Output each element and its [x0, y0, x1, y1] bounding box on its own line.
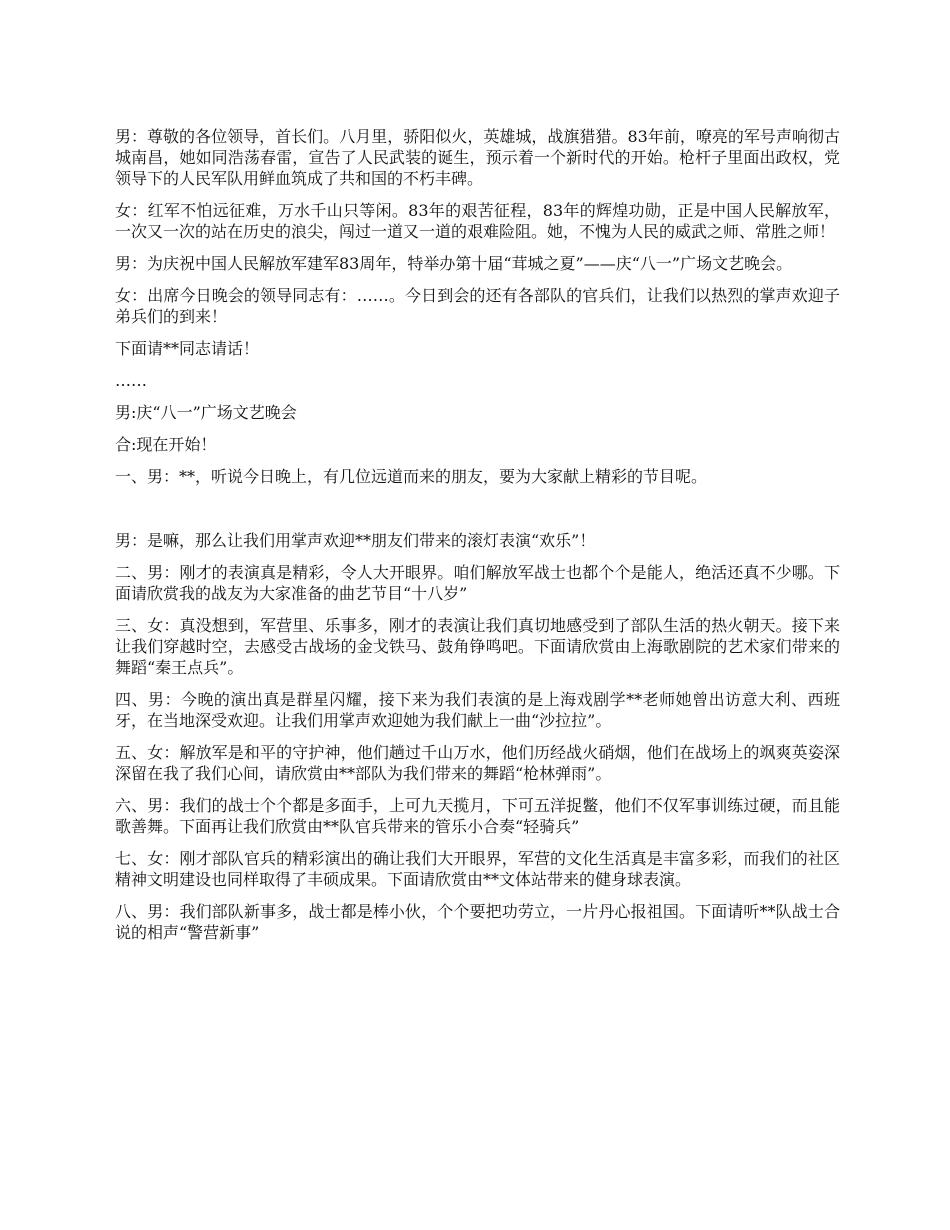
paragraph-program-2: 二、男：刚才的表演真是精彩，令人大开眼界。咱们解放军战士也都个个是能人，绝活还真不少哪。下面请欣赏我的战友为大家准备的曲艺节目“十八岁”: [115, 563, 840, 603]
paragraph-guests: 女：出席今日晚会的领导同志有：……。今日到会的还有各部队的官兵们，让我们以热烈的掌声欢迎子弟兵们的到来！: [115, 286, 840, 326]
paragraph-program-5: 五、女：解放军是和平的守护神，他们趟过千山万水，他们历经战火硝烟，他们在战场上的飒爽英姿深深留在我了我们心间，请欣赏由**部队为我们带来的舞蹈“枪林弹雨”。: [115, 743, 840, 783]
paragraph-program-4: 四、男：今晚的演出真是群星闪耀，接下来为我们表演的是上海戏剧学**老师她曾出访意大利、西班牙，在当地深受欢迎。让我们用掌声欢迎她为我们献上一曲“沙拉拉”。: [115, 690, 840, 730]
paragraph-program-1-reply: 男：是嘛，那么让我们用掌声欢迎**朋友们带来的滚灯表演“欢乐”！: [115, 531, 596, 550]
paragraph-speech-invite: 下面请**同志请话！: [115, 339, 260, 358]
paragraph-program-1: 一、男：**，听说今日晚上，有几位远道而来的朋友，要为大家献上精彩的节目呢。: [115, 467, 708, 486]
paragraph-opening-female: 女：红军不怕远征难，万水千山只等闲。83年的艰苦征程，83年的辉煌功勋，正是中国人民解放军，一次又一次的站在历史的浪尖，闯过一道又一道的艰难险阻。她，不愧为人民的威武之师、常胜之师！: [115, 201, 840, 241]
paragraph-ellipsis: ……: [115, 371, 147, 390]
paragraph-start: 合:现在开始！: [115, 435, 217, 454]
paragraph-program-3: 三、女：真没想到，军营里、乐事多，刚才的表演让我们真切地感受到了部队生活的热火朝天。接下来让我们穿越时空，去感受古战场的金戈铁马、鼓角铮鸣吧。下面请欣赏由上海歌剧院的艺术家们带来的舞蹈“秦王点兵”。: [115, 616, 840, 677]
paragraph-gala-title: 男:庆“八一”广场文艺晚会: [115, 403, 297, 422]
paragraph-program-8: 八、男：我们部队新事多，战士都是棒小伙，个个要把功劳立，一片丹心报祖国。下面请听**队战士合说的相声“警营新事”: [115, 902, 840, 942]
blank-gap: [115, 498, 840, 530]
paragraph-program-6: 六、男：我们的战士个个都是多面手，上可九天揽月，下可五洋捉鳖，他们不仅军事训练过硬，而且能歌善舞。下面再让我们欣赏由**队官兵带来的管乐小合奏“轻骑兵”: [115, 796, 840, 836]
paragraph-program-7: 七、女：刚才部队官兵的精彩演出的确让我们大开眼界，军营的文化生活真是丰富多彩，而我们的社区精神文明建设也同样取得了丰硕成果。下面请欣赏由**文体站带来的健身球表演。: [115, 849, 840, 889]
paragraph-event-announcement: 男：为庆祝中国人民解放军建军83周年，特举办第十届“茸城之夏”——庆“八一”广场文艺晚会。: [115, 254, 793, 273]
paragraph-opening-male: 男：尊敬的各位领导，首长们。八月里，骄阳似火，英雄城，战旗猎猎。83年前，嘹亮的军号声响彻古城南昌，她如同浩荡春雷，宣告了人民武装的诞生，预示着一个新时代的开始。枪杆子里面出政权，党领导下的人民军队用鲜血筑成了共和国的不朽丰碑。: [115, 127, 840, 188]
document-page: [115, 126, 840, 954]
